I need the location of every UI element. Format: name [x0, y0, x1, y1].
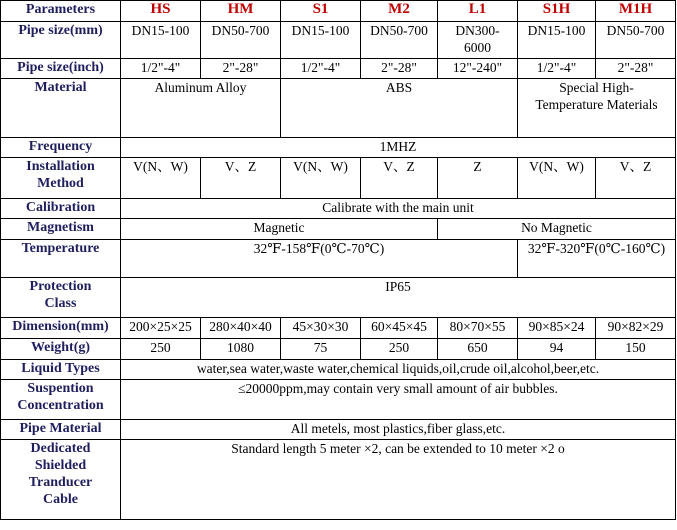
cell-weight: 250: [121, 339, 201, 360]
cell-pipe-material: All metels, most plastics,fiber glass,etc.: [121, 420, 676, 440]
cell-weight: 1080: [201, 339, 281, 360]
header-model-l1: L1: [438, 1, 518, 22]
cell-pipe-size-mm: DN15-100: [518, 22, 596, 59]
cell-magnetic: Magnetic: [121, 219, 438, 240]
row-material: [1, 79, 676, 138]
row-installation: [1, 158, 676, 199]
cell-dimension: 60×45×45: [361, 318, 438, 339]
cell-pipe-size-mm: DN300- 6000: [438, 22, 518, 59]
row-dimension: [1, 318, 676, 339]
row-weight: [1, 339, 676, 360]
label-pipe-size-mm: Pipe size(mm): [1, 22, 121, 59]
cell-pipe-size-inch: 1/2"-4": [281, 59, 361, 79]
label-pipe-size-inch: Pipe size(inch): [1, 59, 121, 79]
cell-installation: V、Z: [361, 158, 438, 199]
header-parameters: Parameters: [1, 1, 121, 22]
label-material: Material: [1, 79, 121, 138]
cell-pipe-size-inch: 2"-28": [361, 59, 438, 79]
label-liquid-types: Liquid Types: [1, 360, 121, 380]
cell-weight: 94: [518, 339, 596, 360]
cell-installation: V、Z: [201, 158, 281, 199]
cell-pipe-size-inch: 2"-28": [596, 59, 676, 79]
row-suspension: [1, 380, 676, 420]
cell-suspension: ≤20000ppm,may contain very small amount of air bubbles.: [121, 380, 676, 420]
cell-pipe-size-mm: DN50-700: [201, 22, 281, 59]
cell-pipe-size-inch: 12"-240": [438, 59, 518, 79]
label-dimension: Dimension(mm): [1, 318, 121, 339]
cell-pipe-size-inch: 1/2"-4": [121, 59, 201, 79]
cell-cable: Standard length 5 meter ×2, can be extended to 10 meter ×2 o: [121, 440, 676, 520]
row-temperature: [1, 240, 676, 278]
cell-liquid-types: water,sea water,waste water,chemical liquids,oil,crude oil,alcohol,beer,etc.: [121, 360, 676, 380]
header-model-s1h: S1H: [518, 1, 596, 22]
cell-weight: 150: [596, 339, 676, 360]
header-model-s1: S1: [281, 1, 361, 22]
cell-pipe-size-mm: DN50-700: [361, 22, 438, 59]
header-model-m1h: M1H: [596, 1, 676, 22]
row-pipe-size-mm: [1, 22, 676, 59]
header-row: [1, 1, 676, 22]
cell-calibration: Calibrate with the main unit: [121, 199, 676, 219]
cell-installation: V(N、W): [121, 158, 201, 199]
cell-dimension: 80×70×55: [438, 318, 518, 339]
cell-dimension: 280×40×40: [201, 318, 281, 339]
label-weight: Weight(g): [1, 339, 121, 360]
cell-dimension: 90×85×24: [518, 318, 596, 339]
cell-pipe-size-mm: DN15-100: [121, 22, 201, 59]
cell-weight: 75: [281, 339, 361, 360]
row-pipe-size-inch: [1, 59, 676, 79]
row-pipe-material: [1, 420, 676, 440]
label-calibration: Calibration: [1, 199, 121, 219]
cell-installation: V(N、W): [518, 158, 596, 199]
header-model-hm: HM: [201, 1, 281, 22]
cell-material-abs: ABS: [281, 79, 518, 138]
cell-pipe-size-mm: DN15-100: [281, 22, 361, 59]
label-protection: Protection Class: [1, 278, 121, 318]
cell-weight: 650: [438, 339, 518, 360]
row-cable: [1, 440, 676, 520]
row-magnetism: [1, 219, 676, 240]
label-temperature: Temperature: [1, 240, 121, 278]
label-cable: Dedicated Shielded Tranducer Cable: [1, 440, 121, 520]
cell-material-aluminum: Aluminum Alloy: [121, 79, 281, 138]
label-installation: Installation Method: [1, 158, 121, 199]
cell-no-magnetic: No Magnetic: [438, 219, 676, 240]
label-suspension: Suspention Concentration: [1, 380, 121, 420]
cell-installation: V、Z: [596, 158, 676, 199]
cell-installation: V(N、W): [281, 158, 361, 199]
header-model-m2: M2: [361, 1, 438, 22]
cell-installation: Z: [438, 158, 518, 199]
row-frequency: [1, 138, 676, 158]
cell-dimension: 90×82×29: [596, 318, 676, 339]
label-frequency: Frequency: [1, 138, 121, 158]
cell-weight: 250: [361, 339, 438, 360]
row-protection: [1, 278, 676, 318]
cell-temperature-standard: 32℉-158℉(0℃-70℃): [121, 240, 518, 278]
header-model-hs: HS: [121, 1, 201, 22]
cell-dimension: 45×30×30: [281, 318, 361, 339]
cell-dimension: 200×25×25: [121, 318, 201, 339]
cell-pipe-size-inch: 1/2"-4": [518, 59, 596, 79]
cell-pipe-size-mm: DN50-700: [596, 22, 676, 59]
row-liquid-types: [1, 360, 676, 380]
label-magnetism: Magnetism: [1, 219, 121, 240]
cell-frequency: 1MHZ: [121, 138, 676, 158]
label-pipe-material: Pipe Material: [1, 420, 121, 440]
cell-material-special: Special High- Temperature Materials: [518, 79, 676, 138]
cell-protection: IP65: [121, 278, 676, 318]
row-calibration: [1, 199, 676, 219]
cell-temperature-high: 32℉-320℉(0℃-160℃): [518, 240, 676, 278]
cell-pipe-size-inch: 2"-28": [201, 59, 281, 79]
